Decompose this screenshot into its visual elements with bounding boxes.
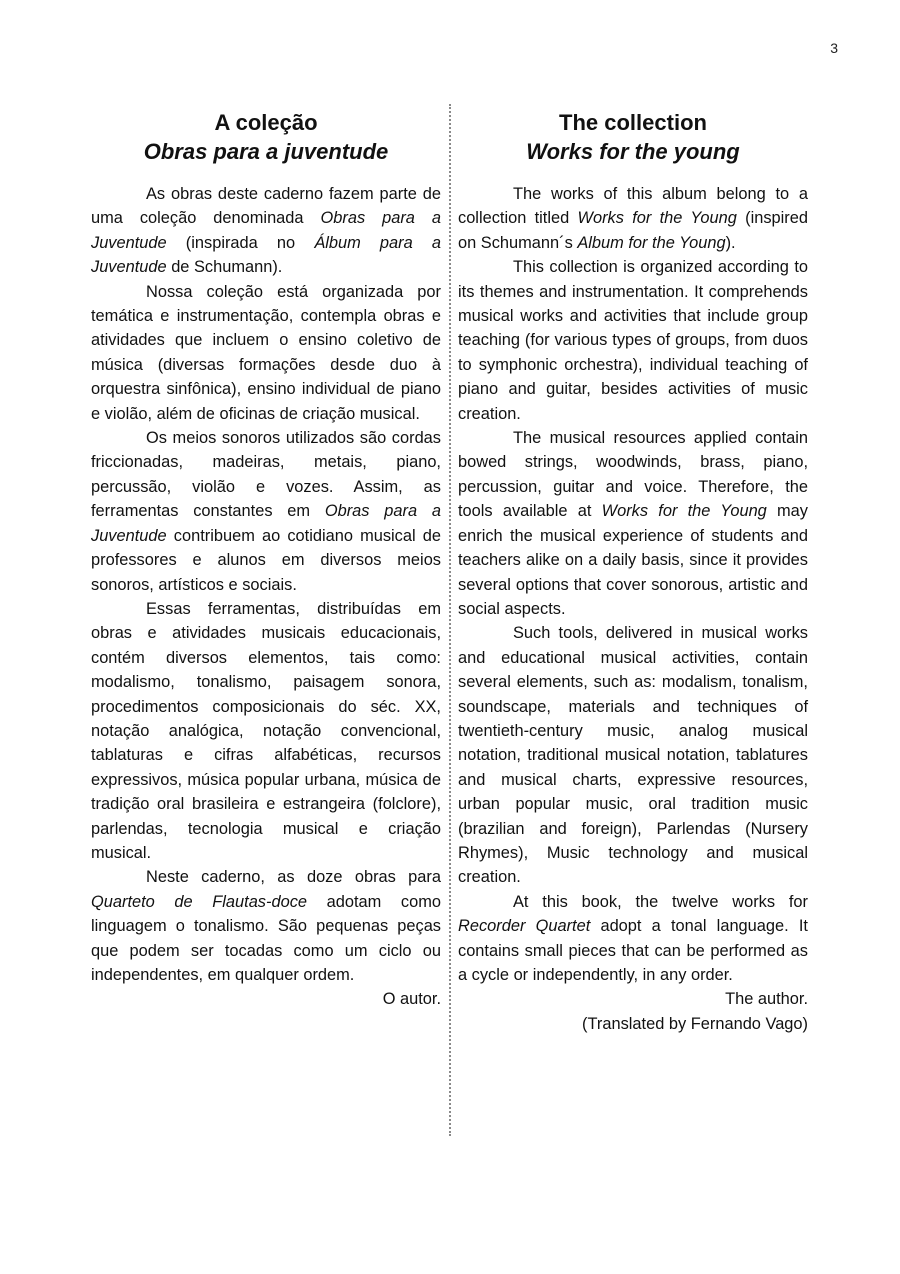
- right-paragraph-1: [458, 182, 808, 255]
- left-title: A coleção: [214, 110, 318, 135]
- text-run: adotam como linguagem o tonalismo. São pequenas peças que podem ser tocadas como um ciclo ou independentes, em qualquer ordem.: [91, 892, 442, 984]
- left-subtitle: Obras para a juventude: [143, 139, 389, 164]
- italic-title: Quarteto de Flautas-doce: [91, 892, 308, 911]
- text-run: adopt a tonal language. It contains small pieces that can be performed as a cycle or independently, in any order.: [458, 917, 808, 984]
- text-run: (inspirada no: [166, 233, 315, 252]
- right-paragraph-2: This collection is organized according to its themes and instrumentation. It comprehends musical works and activities that include group teaching (for various types of groups, from duos to symphonic orchestra), individual teaching of piano and guitar, besides activities of music creation.: [458, 258, 808, 423]
- italic-title: Recorder Quartet: [458, 917, 591, 936]
- right-title: The collection: [559, 110, 707, 135]
- page-number: 3: [830, 40, 838, 56]
- text-run: contribuem ao cotidiano musical de professores e alunos em diversos meios sonoros, artísticos e sociais.: [91, 526, 441, 594]
- right-paragraph-4: Such tools, delivered in musical works and educational musical activities, contain several elements, such as: modalism, tonalism, soundscape, materials and techniques of twentieth-century music, analog musical notation, traditional musical notation, tablatures and musical charts, expressive resources, urban popular music, oral tradition music (brazilian and foreign), Parlendas (Nursery Rhymes), Music technology and musical creation.: [458, 624, 808, 887]
- italic-title: Album for the Young: [577, 233, 726, 252]
- right-subtitle: Works for the young: [526, 139, 740, 164]
- right-paragraph-5: [458, 890, 808, 988]
- left-paragraph-5: [91, 865, 441, 987]
- text-run: The musical resources applied contain bowed strings, woodwinds, brass, piano, percussion, guitar and voice. Therefore, the tools available at: [458, 429, 808, 521]
- english-column: [458, 108, 808, 1036]
- text-run: As obras deste caderno fazem parte de uma coleção denominada: [91, 185, 441, 228]
- text-run: de Schumann).: [166, 258, 283, 277]
- text-run: Os meios sonoros utilizados são cordas friccionadas, madeiras, metais, piano, percussão, violão e vozes. Assim, as ferramentas constantes em: [91, 429, 441, 521]
- italic-title: Works for the Young: [577, 209, 737, 228]
- column-divider: [449, 104, 451, 1136]
- italic-title: Obras para a Juventude: [91, 209, 441, 252]
- text-run: Neste caderno, as doze obras para: [146, 868, 441, 887]
- text-run: ).: [725, 233, 736, 252]
- translator-credit: (Translated by Fernando Vago): [582, 1014, 808, 1033]
- text-run: (inspired on Schumann´s: [458, 209, 808, 252]
- left-paragraph-1: [91, 182, 441, 280]
- right-signature: The author.: [725, 990, 808, 1009]
- text-run: At this book, the twelve works for: [513, 892, 808, 911]
- left-heading: [91, 108, 441, 166]
- italic-title: Obras para a Juventude: [91, 502, 441, 545]
- text-run: The works of this album belong to a collection titled: [458, 185, 808, 228]
- right-paragraph-3: [458, 426, 808, 621]
- right-heading: [458, 108, 808, 166]
- left-paragraph-4: Essas ferramentas, distribuídas em obras e atividades musicais educacionais, contém diversos elementos, tais como: modalismo, tonalismo, paisagem sonora, procedimentos composicionais do séc. XX, notação analógica, notação convencional, tablaturas e cifras alfabéticas, recursos expressivos, música popular urbana, música de tradição oral brasileira e estrangeira (folclore), parlendas, tecnologia musical e criação musical.: [91, 599, 441, 862]
- left-signature: O autor.: [382, 990, 441, 1009]
- left-paragraph-2: Nossa coleção está organizada por temática e instrumentação, contempla obras e atividades que incluem o ensino coletivo de música (diversas formações desde duo à orquestra sinfônica), ensino individual de piano e violão, além de oficinas de criação musical.: [91, 282, 441, 423]
- left-paragraph-3: [91, 426, 441, 597]
- portuguese-column: [91, 108, 441, 1012]
- italic-title: Álbum para a Juventude: [91, 233, 441, 277]
- italic-title: Works for the Young: [601, 502, 767, 521]
- text-run: may enrich the musical experience of students and teachers alike on a daily basis, since it provides several options that cover sonorous, artistic and social aspects.: [458, 502, 808, 618]
